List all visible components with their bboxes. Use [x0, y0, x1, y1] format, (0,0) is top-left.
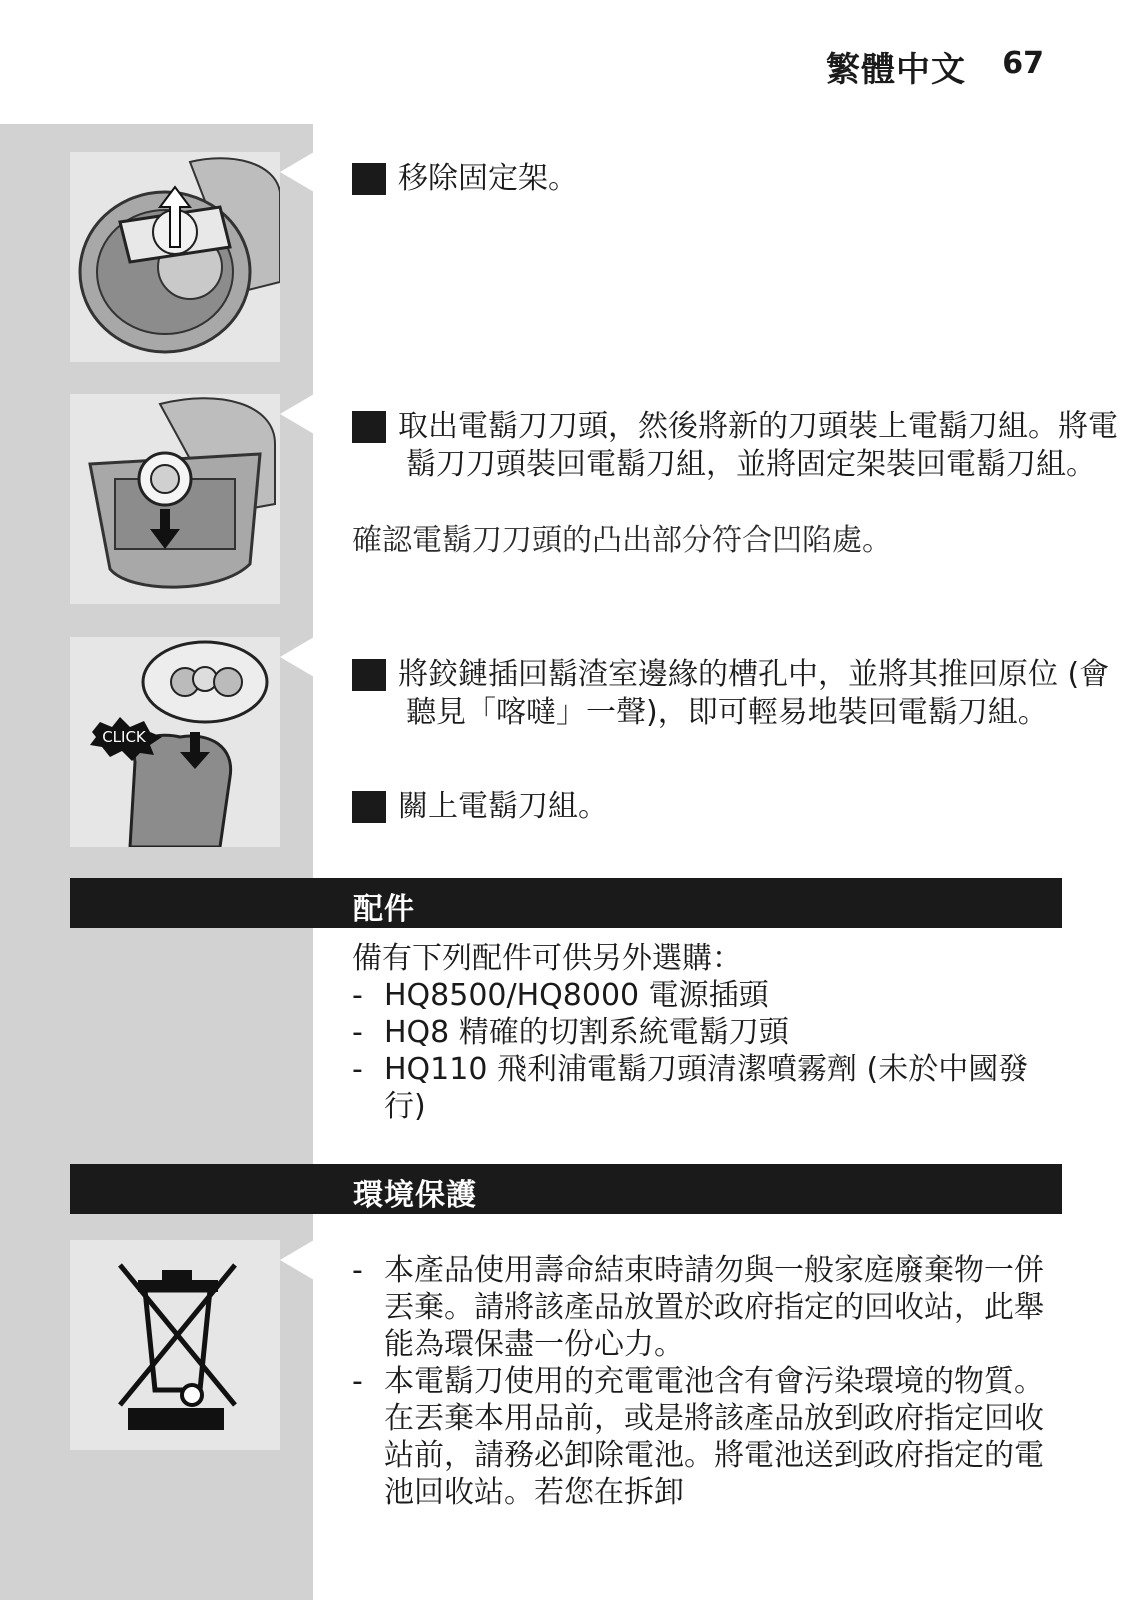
environment-list	[352, 1252, 1052, 1511]
step-text: 取出電鬍刀刀頭，然後將新的刀頭裝上電鬍刀組。將電鬍刀刀頭裝回電鬍刀組，並將固定架裝回電鬍刀組。	[398, 409, 1118, 482]
page-number: 67	[1002, 46, 1044, 81]
list-item: - 本電鬍刀使用的充電電池含有會污染環境的物質。在丟棄本用品前，或是將該產品放到政府指定回收站前，請務必卸除電池。將電池送到政府指定的電池回收站。若您在拆卸	[352, 1364, 1044, 1510]
accessories-intro: 備有下列配件可供另外選購：	[352, 941, 742, 976]
illustration-insert-head	[70, 394, 280, 604]
step-text: 關上電鬍刀組。	[398, 789, 608, 824]
illustration-hinge-click	[70, 637, 280, 847]
list-item: - 本產品使用壽命結束時請勿與一般家庭廢棄物一併丟棄。請將該產品放置於政府指定的回收站，此舉能為環保盡一份心力。	[352, 1253, 1044, 1362]
step-3	[333, 160, 1122, 198]
illustration-pointer	[280, 394, 314, 434]
step-number: 5	[352, 659, 386, 691]
list-dash: -	[352, 1052, 363, 1087]
step-text: 移除固定架。	[398, 161, 578, 196]
illustration-pointer	[280, 152, 314, 192]
list-item: - HQ8500/HQ8000 電源插頭	[352, 978, 769, 1013]
list-item: - HQ110 飛利浦電鬍刀頭清潔噴霧劑 (未於中國發行)	[352, 1052, 1029, 1124]
list-dash: -	[352, 1015, 363, 1050]
step-text: 將鉸鏈插回鬍渣室邊緣的槽孔中，並將其推回原位 (會聽見「喀噠」一聲)，即可輕易地裝回電鬍刀組。	[398, 657, 1110, 730]
section-title: 環境保護	[353, 1178, 477, 1213]
section-title: 配件	[353, 892, 415, 927]
step-number: 6	[352, 791, 386, 823]
list-dash: -	[352, 1364, 363, 1399]
step-4	[333, 408, 1118, 484]
step-4-note: 確認電鬍刀刀頭的凸出部分符合凹陷處。	[352, 523, 892, 558]
list-dash: -	[352, 1253, 363, 1288]
illustration-pointer	[280, 637, 314, 677]
click-label: CLICK	[102, 728, 146, 746]
header-language: 繁體中文	[826, 50, 966, 90]
step-number: 3	[352, 163, 386, 195]
accessories-list	[352, 940, 1062, 1125]
section-header-accessories	[70, 878, 1062, 928]
step-number: 4	[352, 411, 386, 443]
illustration-remove-frame	[70, 152, 280, 362]
illustration-weee-bin	[70, 1240, 280, 1450]
illustration-pointer	[280, 1240, 314, 1280]
step-5	[333, 656, 1118, 732]
list-item: - HQ8 精確的切割系統電鬍刀頭	[352, 1015, 789, 1050]
section-header-environment	[70, 1164, 1062, 1214]
list-dash: -	[352, 978, 363, 1013]
step-6	[333, 788, 1122, 826]
